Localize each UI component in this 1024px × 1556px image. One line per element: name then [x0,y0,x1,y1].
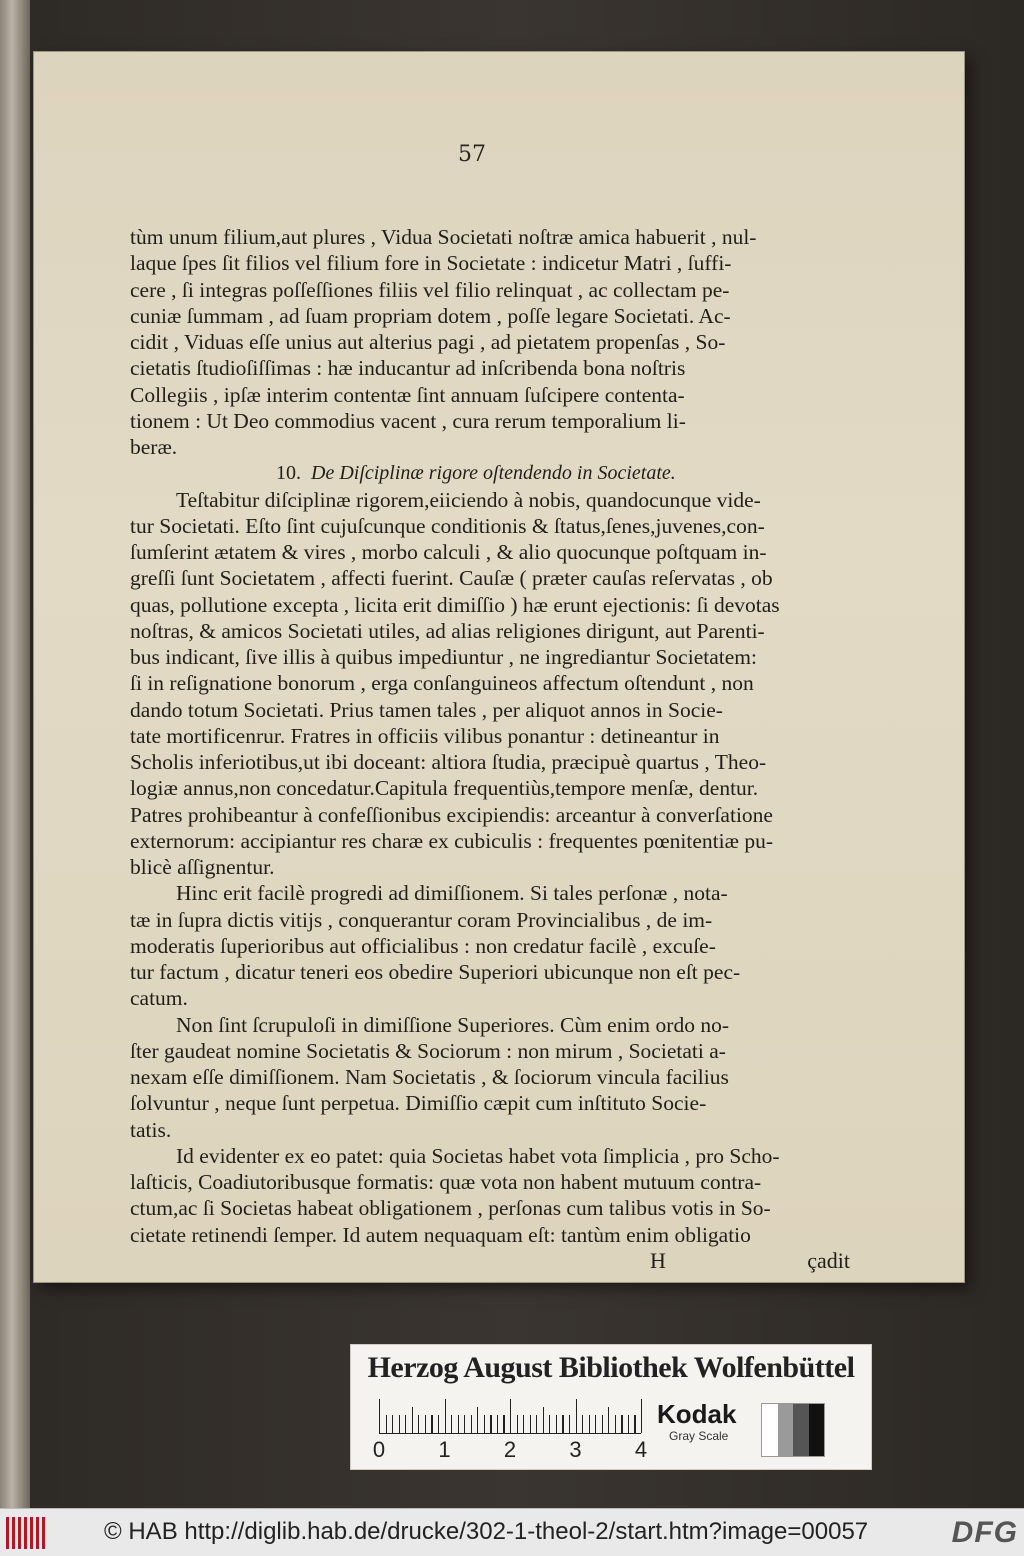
text-line: ſumſerint ætatem & vires , morbo calculi , & alio quocunque poſtquam in- [130,540,767,564]
gray-swatch [809,1404,825,1456]
ruler-tick [379,1399,380,1433]
ruler-tick [517,1415,518,1433]
ruler-tick [615,1415,616,1433]
paragraph-4 [130,1012,850,1143]
text-line: beræ. [130,435,178,459]
text-line: cuniæ ſummam , ad ſuam propriam dotem , poſſe legare Societati. Ac- [130,303,731,328]
text-line: tæ in ſupra dictis vitijs , conquerantur coram Provincialibus , de im- [130,907,713,932]
text-line: laque ſpes ſit filios vel filium fore in Societate : indicetur Matri , ſuffi- [130,251,732,276]
catchword-row [130,1248,850,1276]
ruler-tick [536,1415,537,1433]
section-title: De Diſciplinæ rigore oſtendendo in Societate. [311,462,676,485]
text-line: cidit , Viduas eſſe unius aut alterius pagi , ad pietatem propenſas , So- [130,330,726,354]
text-line: Non ſint ſcrupuloſi in dimiſſione Superiores. Cùm enim ordo no- [176,1012,729,1037]
text-line: nexam eſſe dimiſſionem. Nam Societatis , & ſociorum vincula facilius [130,1065,729,1089]
ruler-tick [471,1415,472,1433]
ruler-tick [608,1407,609,1433]
catchword: çadit [807,1248,850,1273]
ruler-tick [477,1407,478,1433]
ruler-tick [490,1415,491,1433]
text-line: logiæ annus,non concedatur.Capitula frequentiùs,tempore menſæ, dentur. [130,776,759,801]
ruler-tick [431,1415,432,1433]
ruler-tick [386,1415,387,1433]
library-name: Herzog August Bibliothek Wolfenbüttel [367,1351,855,1384]
ruler-tick [510,1399,511,1433]
text-line: Hinc erit facilè progredi ad dimiſſionem. Si tales perſonæ , nota- [176,881,728,906]
ruler-tick [569,1415,570,1433]
ruler-tick [602,1415,603,1433]
hab-barcode-icon [6,1517,46,1549]
section-number: 10. [276,462,301,485]
signature-mark: H [650,1248,666,1273]
text-line: greſſi ſunt Societatem , affecti fuerint. Cauſæ ( præter cauſas reſervatas , ob [130,566,773,591]
text-line: moderatis ſuperioribus aut officialibus : non credatur facilè , excuſe- [130,933,716,958]
text-line: tùm unum filium,aut plures , Vidua Societati noſtræ amica habuerit , nul- [130,225,757,249]
ruler-tick [464,1415,465,1433]
ruler-tick [497,1415,498,1433]
book-binding-edge [0,0,30,1556]
ruler-number: 0 [372,1437,386,1462]
text-line: dando totum Societati. Prius tamen tales , per aliquot annos in Socie- [130,697,723,722]
text-line: tur factum , dicatur teneri eos obedire Superiori ubicunque non eſt pec- [130,960,741,984]
text-line: quas, pollutione excepta , licita erit dimiſſio ) hæ erunt ejectionis: ſi devotas [130,592,780,617]
ruler-tick [484,1415,485,1433]
ruler-tick [425,1415,426,1433]
gray-scale-patch [761,1403,825,1457]
ruler-number: 1 [438,1437,451,1462]
page-number: 57 [458,142,486,167]
ruler-tick [438,1415,439,1433]
ruler-tick [412,1407,413,1433]
gray-scale-label: Gray Scale [669,1429,729,1443]
ruler-tick [530,1415,531,1433]
book-page [34,52,964,1282]
text-line: Collegiis , ipſæ interim contentæ ſint annuam ſuſcipere contenta- [130,382,685,407]
text-line: blicè aſſignentur. [130,855,275,879]
ruler-tick [523,1415,524,1433]
scale-ruler [379,1399,641,1434]
ruler-number: 2 [503,1437,517,1462]
ruler-tick [628,1415,629,1433]
ruler-tick [621,1415,622,1433]
ruler-tick [418,1415,419,1433]
ruler-tick [399,1415,400,1433]
ruler-tick [549,1415,550,1433]
library-color-card [350,1344,872,1470]
text-line: ctum,ac ſi Societas habeat obligationem , perſonas cum talibus votis in So- [130,1196,771,1221]
ruler-tick [543,1407,544,1433]
ruler-number: 4 [634,1437,648,1462]
text-line: ſolvuntur , neque ſunt perpetua. Dimiſſio cæpit cum inſtituto Socie- [130,1091,707,1116]
dfg-logo: DFG [951,1516,1018,1549]
ruler-tick [582,1415,583,1433]
gray-swatch [778,1404,794,1456]
text-line: ſter gaudeat nomine Societatis & Sociorum : non mirum , Societati a- [130,1038,726,1063]
text-line: tionem : Ut Deo commodius vacent , cura rerum temporalium li- [130,408,686,433]
ruler-tick [562,1415,563,1433]
paragraph-3 [130,880,850,1011]
ruler-tick [445,1399,446,1433]
text-line: Patres prohibeantur à confeſſionibus excipiendis: arceantur à converſatione [130,802,773,827]
kodak-brand: Kodak [657,1399,737,1429]
text-line: tatis. [130,1117,172,1142]
copyright-url[interactable]: © HAB http://diglib.hab.de/drucke/302-1-theol-2/start.htm?image=00057 [104,1518,869,1545]
ruler-tick [392,1415,393,1433]
ruler-tick [556,1415,557,1433]
ruler-tick [589,1415,590,1433]
text-line: bus indicant, ſive illis à quibus impediuntur , ne ingrediantur Societatem: [130,645,757,669]
section-heading [130,460,850,486]
footer-bar [0,1508,1024,1556]
text-line: externorum: accipiantur res charæ ex cubiculis : frequentes pœnitentiæ pu- [130,828,773,853]
ruler-number: 3 [569,1437,582,1462]
text-line: Id evidenter ex eo patet: quia Societas habet vota ſimplicia , pro Scho- [176,1143,780,1168]
text-line: laſticis, Coadiutoribusque formatis: quæ vota non habent mutuum contra- [130,1170,762,1194]
text-line: Teſtabitur diſciplinæ rigorem,eiiciendo à nobis, quandocunque vide- [176,487,761,512]
text-line: cietate retinendi ſemper. Id autem nequaquam eſt: tantùm enim obligatio [130,1222,751,1247]
ruler-tick [576,1399,577,1433]
text-line: cere , ſi integras poſſeſſiones filiis vel filio relinquat , ac collectam pe- [130,277,730,302]
ruler-tick [503,1415,504,1433]
text-line: catum. [130,986,188,1011]
gray-swatch [762,1404,778,1456]
paragraph-2 [130,487,850,881]
ruler-tick [634,1415,635,1433]
gray-swatch [793,1404,809,1456]
ruler-tick [458,1415,459,1433]
text-line: tur Societati. Eſto ſint cujuſcunque conditionis & ſtatus,ſenes,juvenes,con- [130,513,765,538]
text-line: tate mortificenrur. Fratres in officiis vilibus ponantur : detineantur in [130,723,720,748]
ruler-tick [641,1399,642,1433]
text-line: Scholis inferiotibus,ut ibi doceant: altiora ſtudia, præcipuè quartus , Theo- [130,750,767,774]
ruler-tick [595,1415,596,1433]
ruler-tick [451,1415,452,1433]
text-line: ſi in reſignatione bonorum , erga conſanguineos affectum oſtendunt , non [130,671,754,696]
paragraph-1 [130,224,850,460]
page-text [130,224,850,1248]
ruler-tick [405,1415,406,1433]
paragraph-5 [130,1143,850,1248]
text-line: noſtras, & amicos Societati utiles, ad alias religiones dirigunt, aut Parenti- [130,618,765,643]
text-line: cietatis ſtudioſiſſimas : hæ inducantur ad inſcribenda bona noſtris [130,356,686,381]
